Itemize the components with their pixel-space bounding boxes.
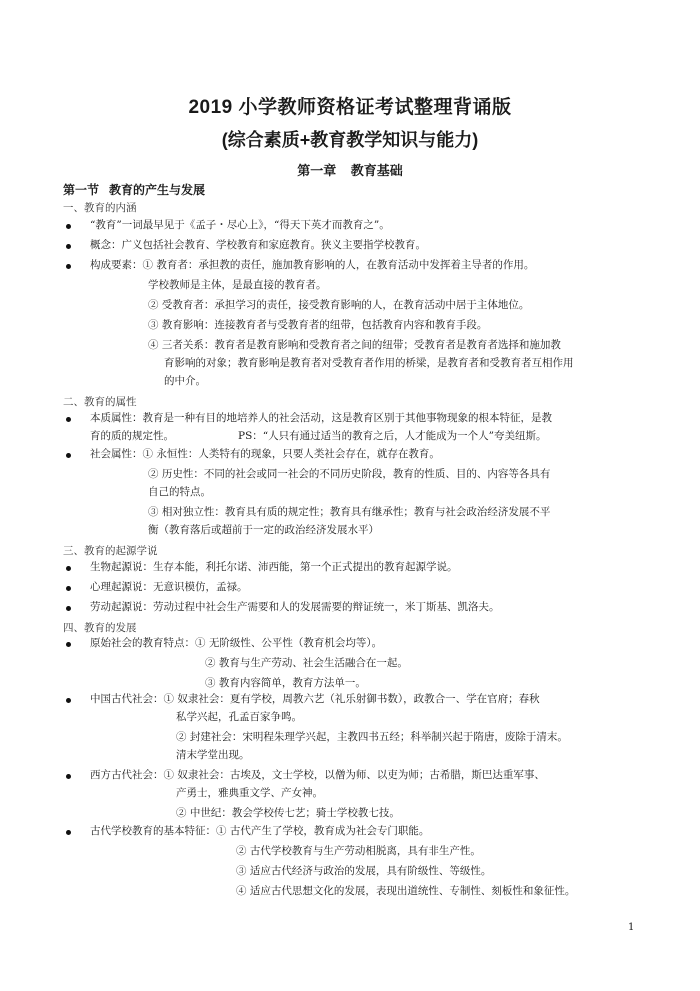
text-line: ④ 三者关系：教育者是教育影响和受教育者之间的纽带；受教育者是教育者选择和施加教 bbox=[148, 339, 561, 351]
bullet bbox=[66, 606, 71, 611]
text-line: ② 受教育者：承担学习的责任，接受教育影响的人，在教育活动中居于主体地位。 bbox=[148, 299, 530, 311]
text-line: 构成要素：① 教育者：承担教的责任，施加教育影响的人，在教育活动中发挥着主导者的作用。 bbox=[90, 259, 535, 271]
text-line: 清末学堂出现。 bbox=[176, 749, 250, 761]
text-line: ④ 适应古代思想文化的发展，表现出道统性、专制性、刻板性和象征性。 bbox=[236, 885, 576, 897]
doc-subtitle: (综合素质+教育教学知识与能力) bbox=[221, 130, 479, 150]
bullet bbox=[66, 774, 71, 779]
text-line: 的中介。 bbox=[164, 375, 206, 387]
text-line: 古代学校教育的基本特征：① 古代产生了学校，教育成为社会专门职能。 bbox=[90, 825, 430, 837]
text-line: 心理起源说：无意识模仿，孟禄。 bbox=[90, 581, 248, 593]
text-line: 西方古代社会：① 奴隶社会：古埃及，文士学校，以僧为师、以吏为师；古希腊，斯巴达重军事、 bbox=[90, 769, 545, 781]
bullet bbox=[66, 417, 71, 422]
bullet bbox=[66, 566, 71, 571]
text-line: 产勇士，雅典重文学、产女神。 bbox=[176, 787, 323, 799]
bullet bbox=[66, 830, 71, 835]
bullet bbox=[66, 224, 71, 229]
text-line: ③ 适应古代经济与政治的发展，具有阶级性、等级性。 bbox=[236, 865, 492, 877]
text-line: 学校教师是主体，是最直接的教育者。 bbox=[148, 279, 327, 291]
text-line: ③ 教育内容简单，教育方法单一。 bbox=[205, 677, 366, 689]
text-line: ② 教育与生产劳动、社会生活融合在一起。 bbox=[205, 657, 408, 669]
text-line: ③ 教育影响：连接教育者与受教育者的纽带，包括教育内容和教育手段。 bbox=[148, 319, 488, 331]
bullet bbox=[66, 453, 71, 458]
bullet bbox=[66, 642, 71, 647]
text-line: ② 中世纪：教会学校传七艺；骑士学校教七技。 bbox=[176, 807, 400, 819]
text-line: PS：“人只有通过适当的教育之后，人才能成为一个人”夸美纽斯。 bbox=[238, 430, 547, 442]
doc-title: 2019 小学教师资格证考试整理背诵版 bbox=[188, 97, 512, 118]
subsection-heading: 二、教育的属性 bbox=[63, 396, 137, 408]
section-heading: 第一节 教育的产生与发展 bbox=[63, 183, 206, 197]
subsection-heading: 四、教育的发展 bbox=[63, 622, 137, 634]
text-line: 育的质的规定性。 bbox=[90, 430, 174, 442]
text-line: 概念：广义包括社会教育、学校教育和家庭教育。狭义主要指学校教育。 bbox=[90, 239, 426, 251]
text-line: ③ 相对独立性：教育具有质的规定性；教育具有继承性；教育与社会政治经济发展不平 bbox=[148, 506, 551, 518]
text-line: 自己的特点。 bbox=[148, 486, 211, 498]
chapter-heading: 第一章 教育基础 bbox=[297, 163, 403, 178]
bullet bbox=[66, 698, 71, 703]
text-line: 原始社会的教育特点：① 无阶级性、公平性（教育机会均等）。 bbox=[90, 637, 383, 649]
text-line: “教育”一词最早见于《孟子・尽心上》，“得天下英才而教育之”。 bbox=[90, 219, 390, 231]
text-line: 中国古代社会：① 奴隶社会：夏有学校，周教六艺（礼乐射御书数），政教合一、学在官府；春秋 bbox=[90, 693, 540, 705]
subsection-heading: 三、教育的起源学说 bbox=[63, 545, 158, 557]
text-line: 私学兴起，孔孟百家争鸣。 bbox=[176, 711, 302, 723]
text-line: ② 古代学校教育与生产劳动相脱离，具有非生产性。 bbox=[236, 845, 481, 857]
text-line: 生物起源说：生存本能，利托尔诺、沛西能，第一个正式提出的教育起源学说。 bbox=[90, 561, 458, 573]
bullet bbox=[66, 244, 71, 249]
subsection-heading: 一、教育的内涵 bbox=[63, 202, 137, 214]
text-line: ② 封建社会：宋明程朱理学兴起，主教四书五经；科举制兴起于隋唐，废除于清末。 bbox=[176, 731, 568, 743]
text-line: 本质属性：教育是一种有目的地培养人的社会活动，这是教育区别于其他事物现象的根本特征，是教 bbox=[90, 412, 552, 424]
text-line: 育影响的对象；教育影响是教育者对受教育者作用的桥梁，是教育者和受教育者互相作用 bbox=[164, 357, 574, 369]
page-number: 1 bbox=[628, 922, 635, 933]
text-line: 衡（教育落后或超前于一定的政治经济发展水平） bbox=[148, 524, 379, 536]
text-line: 社会属性：① 永恒性：人类特有的现象，只要人类社会存在，就存在教育。 bbox=[90, 448, 440, 460]
text-line: ② 历史性：不同的社会或同一社会的不同历史阶段，教育的性质、目的、内容等各具有 bbox=[148, 468, 551, 480]
bullet bbox=[66, 586, 71, 591]
text-line: 劳动起源说：劳动过程中社会生产需要和人的发展需要的辩证统一，米丁斯基、凯洛夫。 bbox=[90, 601, 500, 613]
bullet bbox=[66, 264, 71, 269]
